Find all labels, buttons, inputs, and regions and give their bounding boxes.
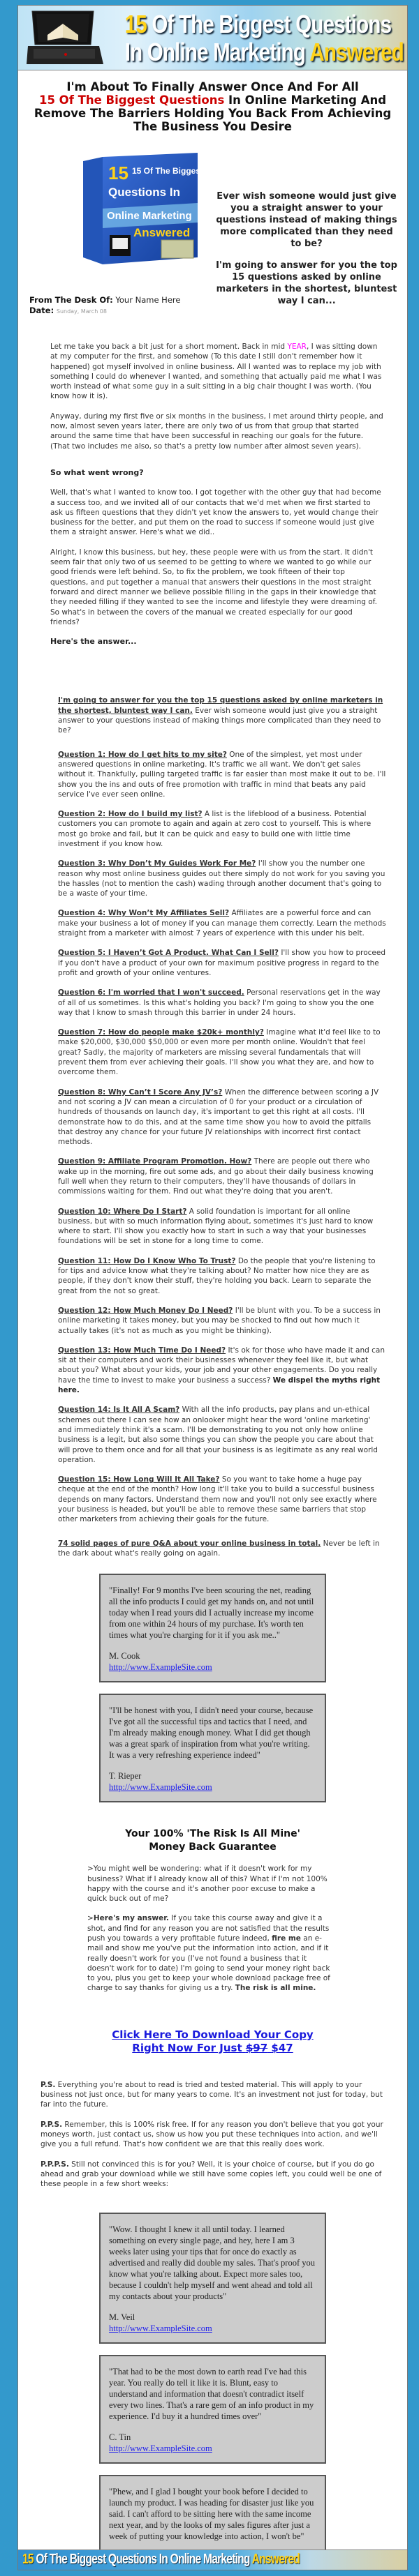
- footer-accent: Answered: [251, 2552, 300, 2567]
- footer-number: 15: [22, 2552, 34, 2567]
- testimonials-top: [18, 1574, 407, 1802]
- question-answer: I'll show you the number one reason why most online business guides out there simply do not work for you saving you the hassles (not to mention the cash) wading through another document that's going to be a waste of your time.: [58, 859, 385, 898]
- testimonial-author: C. Tin: [109, 2432, 131, 2443]
- testimonial-link[interactable]: http://www.ExampleSite.com: [109, 1662, 212, 1673]
- headline-red: 15 Of The Biggest Questions: [38, 93, 225, 107]
- testimonial-quote: "Finally! For 9 months I've been scouring the net, reading all the info products I could get my hands on, and not until today when I read yours did I actually increase my income from one within 24 hours of my purchase. It's worth ten times what you're charging for it if you ask me..": [109, 1585, 314, 1641]
- svg-text:15 Of The Biggest: 15 Of The Biggest: [132, 166, 203, 176]
- question-answer: Affiliates are a powerful force and can make your business a lot of money if you can manage them correctly. Learn the methods straight from a marketer with almost 7 years of experience with this under his belt.: [58, 909, 386, 938]
- question-list: [58, 750, 386, 1525]
- question-title: Question 6: I'm worried that I won't succeed.: [58, 988, 244, 997]
- postscript-label: P.P.P.S.: [41, 2160, 69, 2169]
- testimonial-author: M. Cook: [109, 1651, 140, 1662]
- question-answer: Personal reservations get in the way of all of us sometimes. Is this what's holding you back? I'm going to show you the one way that I know to smash through this barrier in under 24 hours.: [58, 988, 381, 1017]
- testimonial-card: [99, 1574, 326, 1682]
- postscript-item: [41, 2080, 392, 2110]
- postscript-label: P.P.S.: [41, 2120, 63, 2129]
- from-label: From The Desk Of:: [29, 295, 113, 305]
- question-item: [58, 908, 386, 938]
- question-item: [58, 988, 386, 1018]
- question-answer-emphasis: We dispel the myths right here.: [58, 1376, 381, 1395]
- footer-banner: [18, 2549, 407, 2570]
- qa-total-title: 74 solid pages of pure Q&A about your online business in total.: [58, 1539, 321, 1548]
- question-answer: A list is the lifeblood of a business. Potential customers you can promote to again and again at zero cost to yourself. This is where most go broke and fail, but It can be quick and easy to build one with little time investment if you know how.: [58, 810, 372, 848]
- question-item: [58, 1087, 386, 1147]
- story-paragraph-3: Well, that's what I wanted to know too. I got together with the other guy that had become a success too, and we invited all of our contacts that we'd met when we first started to ask us fifteen questions that they didn't yet know the answers to, yet would change their business for the better, and put them on the road to success if someone would just give them a straight answer. Here's what we did..: [50, 488, 381, 537]
- header-title-line1: [124, 10, 392, 39]
- testimonial-quote: "That had to be the most down to earth read I've had this year. You really do tell it like it is. Blunt, easy to understand and information that doesn't contradict itself every two lines. That's a rare gem of an info product in my experience. I'd buy it a hundred times over": [109, 2367, 314, 2422]
- header-banner: [18, 6, 407, 70]
- question-answer: There are people out there who wake up in the morning, fire out some ads, and go about their daily business knowing full well when they return to their computers, they'll have thousands of dollars in commissions waiting for them. Find out what they're doing that you aren't.: [58, 1157, 374, 1196]
- svg-text:Answered: Answered: [133, 226, 191, 239]
- svg-text:Online Marketing: Online Marketing: [107, 210, 192, 222]
- question-title: Question 15: How Long Will It All Take?: [58, 1475, 220, 1484]
- qa-section: [58, 695, 386, 1558]
- qa-intro-title: I'm going to answer for you the top 15 questions asked by online marketers in the shortest, bluntest way I can.: [58, 696, 383, 715]
- testimonial-author: T. Rieper: [109, 1771, 142, 1782]
- story-paragraph-1: [50, 342, 383, 402]
- download-cta-link[interactable]: [18, 2028, 407, 2055]
- guarantee-title-line2: Money Back Guarantee: [149, 1841, 277, 1853]
- qa-total-text: Never be left in the dark about what's really going on again.: [58, 1539, 380, 1558]
- testimonial-link[interactable]: http://www.ExampleSite.com: [109, 1782, 212, 1793]
- postscripts: [41, 2080, 392, 2190]
- page-content: [18, 6, 407, 2549]
- question-title: Question 14: Is It All A Scam?: [58, 1406, 180, 1415]
- question-item: [58, 1207, 386, 1246]
- question-title: Question 2: How do I build my list?: [58, 810, 203, 819]
- story-text: , I was sitting down at my computer for the first, and somehow (To this date I still don't remember how it happened) got myself involved in online business. All I wanted was to replace my job with something I could do whenever I wanted, and something that actually paid me what I was worth instead of what some guy in a suit sitting in a big chair thought I was worth. (You know how it is).: [50, 342, 382, 401]
- from-value: Your Name Here: [115, 295, 181, 305]
- testimonial-quote: "Wow. I thought I knew it all until today. I learned something on every single page, and hey, here I am 3 weeks later using your tips that for once do exactly as advertised and really did double my sales. That's proof you know what you're talking about. Expect more sales too, because I couldn't help myself and went ahead and told all my contacts about your products": [109, 2224, 316, 2302]
- headline-line1: I'm About To Finally Answer Once And For All: [66, 80, 359, 93]
- header-title-text: Of The Biggest Questions: [152, 10, 392, 38]
- guarantee-paragraph-2: [87, 1913, 334, 1993]
- footer-title: [22, 2552, 300, 2568]
- postscript-item: [41, 2160, 392, 2190]
- guarantee-bold-3: The risk is all mine.: [235, 1984, 316, 1993]
- question-answer: One of the simplest, yet most under answered questions in online marketing. It's traffic we all want. We don't get sales without it. Thankfully, pulling targeted traffic is far easier than most make it out to be. I'll show you the ins and outs of free promotion with traffic in mind that beats any paid service I've ever seen online.: [58, 750, 386, 799]
- cta-line2: Right Now For Just: [132, 2041, 242, 2054]
- postscript-text: Remember, this is 100% risk free. If for any reason you don't believe that you got your moneys worth, just contact us, show us how you put these techniques into action, and we'll give you a full refund. That's how confident we are that this really does work.: [41, 2120, 383, 2149]
- guarantee-bold-2: fire me: [272, 1934, 301, 1943]
- testimonial-link[interactable]: http://www.ExampleSite.com: [109, 2443, 212, 2454]
- postscript-label: P.S.: [41, 2080, 56, 2089]
- question-answer: A solid foundation is important for all online business, but with so much information flying about, sometimes it's just hard to know where to start. I'll show you exactly how to start in such a way that your businesses foundations will be set in stone for a long time to come.: [58, 1207, 374, 1246]
- question-answer: It's ok for those who have made it and can sit at their computers and work their businesses whenever they feel like it, but what about you? What about your kids, your job and your other engagements. Do you really have the time to invest to make your business a success?: [58, 1346, 385, 1385]
- guarantee-text-1: If you take this course away and give it a shot, and find for any reason you are not satisfied that the results push you towards a very profitable future indeed,: [87, 1914, 330, 1943]
- date-value: Sunday, March 08: [56, 308, 107, 315]
- year-placeholder: YEAR: [287, 342, 307, 351]
- hero-paragraph-2: I'm going to answer for you the top 15 questions asked by online marketers in the shortest, bluntest way I can...: [216, 260, 397, 306]
- testimonials-bottom: [18, 2213, 407, 2549]
- guarantee-body: [87, 1864, 334, 1994]
- question-answer: With all the info products, pay plans and un-ethical schemes out there I can see how an onlooker might hear the word 'online marketing' and immediately think it's a scam. I'll be demonstrating to you not only how online business is a legit, but also some things you can show the people you care about that will prove to them once and for all that your business is as legitimate as any real world operation.: [58, 1406, 378, 1464]
- guarantee-paragraph-1: >You might well be wondering: what if it doesn't work for my business? What if I already know all of this? What if I'm not 100% happy with the course and it's another poor excuse to make a quick buck out of me?: [87, 1865, 328, 1904]
- guarantee-bold-1: Here's my answer.: [93, 1914, 169, 1923]
- question-title: Question 9: Affiliate Program Promotion. How?: [58, 1157, 252, 1166]
- header-title-line2: [124, 38, 404, 67]
- question-item: [58, 809, 386, 849]
- product-box-image: [78, 153, 203, 271]
- story-subhead-2: Here's the answer...: [50, 637, 137, 647]
- question-item: [58, 1475, 386, 1524]
- question-answer: I'll be blunt with you. To be a success in online marketing it takes money, but you may be shocked to find out how much it actually takes (it's not as much as you might be thinking).: [58, 1306, 381, 1335]
- main-headline: [25, 80, 400, 133]
- postscript-item: [41, 2120, 392, 2150]
- date-label: Date:: [29, 306, 54, 315]
- question-title: Question 5: I Haven’t Got A Product. What Can I Sell?: [58, 949, 279, 958]
- testimonial-card: [99, 2213, 326, 2344]
- story-paragraph-2: Anyway, during my first five or six months in the business, I met around thirty people, and now, almost seven years later, there are only two of us from that group that started around the same time that have been successful in reaching our goals for the future. (That two includes me also, so that's a pretty low number after almost seven years).: [50, 412, 383, 451]
- story-paragraph-4: Alright, I know this business, but hey, these people were with us from the start. It didn't seem fair that only two of us seemed to be getting to where we wanted to go while our good friends were left behind. So, to fix the problem, we took fifteen of their top questions, and put together a manual that answers their questions in the most straight forward and direct manner we believe possible filling in the gaps in their knowledge that they needed filling if they wanted to see the income and lifestyle they were dreaming of. So what's in between the covers of the manual we created especially for our good friends?: [50, 548, 377, 626]
- question-item: [58, 1306, 386, 1336]
- laptop-book-icon: [27, 10, 103, 66]
- guarantee-title: [18, 1828, 407, 1854]
- footer-main: Of The Biggest Questions In Online Marketing: [36, 2552, 250, 2567]
- question-title: Question 8: Why Can’t I Score Any JV’s?: [58, 1087, 223, 1097]
- qa-intro: [58, 695, 386, 735]
- question-item: [58, 1405, 386, 1465]
- cta-line1: Click Here To Download Your Copy: [112, 2028, 314, 2041]
- question-answer: So you want to take home a huge pay cheque at the end of the month? How long it'll take you to build a successful business depends on many factors. Understand them now and you'll not only see exactly where your business is headed, but you'll be able to remove these same barriers that stop other marketers from achieving their goals for the future.: [58, 1475, 377, 1524]
- testimonial-quote: "Phew, and I glad I bought your book before I decided to launch my product. I was heading for disaster just like you said. I can't afford to be sitting here with the same income next year, and by the looks of my sales figures after just a week of putting your knowledge into action, I won't be": [109, 2487, 314, 2542]
- question-title: Question 12: How Much Money Do I Need?: [58, 1306, 233, 1315]
- question-item: [58, 1256, 386, 1296]
- question-item: [58, 948, 386, 978]
- testimonial-card: [99, 1694, 326, 1802]
- headline-rest: In Online Marketing And Remove The Barriers Holding You Back From Achieving The Business You Desire: [34, 93, 392, 133]
- svg-text:15: 15: [108, 163, 128, 183]
- cta-new-price: $47: [271, 2041, 293, 2054]
- question-item: [58, 1157, 386, 1196]
- question-title: Question 3: Why Don’t My Guides Work For Me?: [58, 859, 256, 868]
- postscript-text: Still not convinced this is for you? Well, it is your choice of course, but if you do go ahead and grab your download while we still have some copies left, you could well be one of these people in a few short weeks:: [41, 2160, 382, 2189]
- testimonial-link[interactable]: http://www.ExampleSite.com: [109, 2323, 212, 2334]
- sales-page: [17, 5, 408, 2570]
- story-section: [50, 342, 383, 647]
- question-answer: I'll show you how to proceed if you don't have a product of your own for maximum positive progress in regard to the profit and growth of your online ventures.: [58, 949, 385, 977]
- hero-text: [216, 190, 397, 317]
- question-title: Question 7: How do people make $20k+ monthly?: [58, 1028, 264, 1037]
- question-title: Question 10: Where Do I Start?: [58, 1207, 187, 1216]
- guarantee-title-line1: Your 100% 'The Risk Is All Mine': [125, 1828, 300, 1840]
- question-title: Question 1: How do I get hits to my site?: [58, 750, 227, 759]
- question-item: [58, 1027, 386, 1077]
- question-title: Question 4: Why Won’t My Affiliates Sell?: [58, 909, 230, 918]
- question-title: Question 13: How Much Time Do I Need?: [58, 1346, 226, 1355]
- question-item: [58, 1346, 386, 1395]
- guarantee-prefix: >: [87, 1914, 94, 1923]
- qa-total: [58, 1539, 386, 1559]
- guarantee-text-2: an e-mail and show me you've put the information into action, and if it really doesn't work for you (I've not found a business that it doesn't work for to date) I'm going to send your money right back to you, plus you get to keep your whole download package free of charge to say thanks for giving us a try.: [87, 1934, 330, 1993]
- postscript-text: Everything you're about to read is tried and tested material. This will apply to your business not just once, but for many years to come. It's an investment not just for today, but far into the future.: [41, 2080, 383, 2109]
- testimonial-card: [99, 2475, 326, 2549]
- testimonial-author: M. Veil: [109, 2312, 135, 2323]
- question-answer: Imagine what it'd feel like to to make $20,000, $30,000 $50,000 or even more per month online. Wouldn't that feel great? Sadly, the majority of marketers are missing several fundamentals that will prevent them from ever achieving their goals. I'll show you what they are, and how to overcome them.: [58, 1028, 381, 1077]
- question-item: [58, 750, 386, 799]
- question-answer: When the difference between scoring a JV and not scoring a JV can mean a circulation of 0 for your product or a circulation of hundreds of thousands on launch day, it's important to get this right at all costs. I'll demonstrate how to do this, and at the same time show you how to avoid the pitfalls that destroy any chance for your future JV relationships with incorrect first contact methods.: [58, 1087, 379, 1147]
- story-text: Let me take you back a bit just for a short moment. Back in mid: [50, 342, 288, 351]
- testimonial-quote: "I'll be honest with you, I didn't need your course, because I've got all the successful tips and tactics that I need, and I'm already making enough money. What I did get though was a great spark of inspiration from what you're writing. It was a very refreshing experience indeed": [109, 1705, 314, 1761]
- hero-paragraph-1: Ever wish someone would just give you a straight answer to your questions instead of making things more complicated than they need to be?: [216, 191, 397, 249]
- qa-intro-text: Ever wish someone would just give you a straight answer to your questions instead of making things more complicated than they need to be?: [58, 706, 381, 735]
- header-title-accent: Answered: [309, 38, 404, 66]
- question-item: [58, 859, 386, 898]
- story-subhead-1: So what went wrong?: [50, 467, 144, 477]
- testimonial-card: [99, 2355, 326, 2464]
- svg-text:Questions In: Questions In: [108, 186, 180, 199]
- header-title-text2: In Online Marketing: [124, 38, 306, 66]
- question-answer: Do the people that you're listening to for tips and advice know what they're talking about? No matter how nice they are as people, if they don't know their stuff, they're holding you back. Learn to separate the great from the not so great.: [58, 1256, 376, 1295]
- cta-old-price: $97: [245, 2041, 268, 2054]
- header-title-number: 15: [124, 10, 147, 38]
- question-title: Question 11: How Do I Know Who To Trust?: [58, 1256, 236, 1265]
